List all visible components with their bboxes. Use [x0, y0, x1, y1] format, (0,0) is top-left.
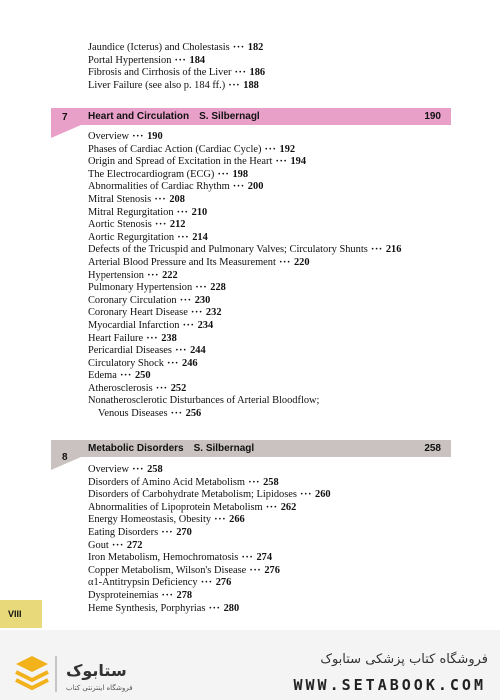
- toc-entry-title: α1-Antitrypsin Deficiency: [88, 577, 198, 589]
- toc-entry-leader: ···: [211, 514, 230, 526]
- toc-entry[interactable]: [88, 552, 331, 565]
- toc-entry-leader: ···: [151, 219, 170, 231]
- setabook-logo-icon[interactable]: [10, 650, 150, 700]
- toc-entry-page: 208: [169, 193, 185, 205]
- toc-entry[interactable]: [88, 540, 331, 553]
- toc-entry-title: Overview: [88, 131, 129, 142]
- toc-entry-page: 276: [264, 564, 280, 576]
- logo-subtext: فروشگاه اینترنتی کتاب: [66, 684, 133, 692]
- toc-entry-title: Heme Synthesis, Porphyrias: [88, 602, 206, 614]
- toc-entry-leader: ···: [171, 54, 190, 66]
- toc-entry-title: Aortic Regurgitation: [88, 231, 175, 243]
- toc-entry-page: 216: [385, 244, 402, 256]
- toc-entry-title: Pulmonary Hypertension: [88, 282, 193, 294]
- toc-entry-leader: ···: [272, 156, 291, 168]
- chapter-8-number: 8: [62, 452, 68, 463]
- toc-entry-leader: ···: [261, 143, 280, 155]
- toc-entry-title: Coronary Circulation: [88, 294, 177, 306]
- toc-entry[interactable]: [88, 320, 401, 333]
- toc-entry-title: Defects of the Tricuspid and Pulmonary Valves; Circulatory Shunts: [88, 244, 368, 256]
- page-marker-label: VIII: [8, 609, 22, 619]
- toc-entry-title: Hypertension: [88, 269, 144, 281]
- store-name: فروشگاه کتاب پزشکی ستابوک: [320, 652, 488, 667]
- toc-entry-leader: ···: [143, 269, 163, 281]
- toc-entry-title: Eating Disorders: [88, 526, 159, 538]
- toc-entry[interactable]: [88, 395, 401, 408]
- toc-entry-page: 186: [249, 67, 266, 79]
- toc-entry-title: Pericardial Diseases: [88, 345, 172, 357]
- chapter-7-title-text: Heart and Circulation: [88, 111, 190, 122]
- toc-entry-leader: ···: [158, 526, 177, 538]
- toc-entry-title: Gout: [88, 539, 109, 551]
- toc-entry[interactable]: [88, 489, 331, 502]
- toc-chapter-7: [88, 131, 401, 421]
- page-marker-tab: [0, 600, 42, 628]
- toc-entry-title: Abnormalities of Cardiac Rhythm: [88, 181, 230, 193]
- toc-entry-page: 256: [185, 408, 202, 420]
- toc-entry-title: Atherosclerosis: [88, 382, 153, 394]
- toc-entry[interactable]: [88, 345, 401, 358]
- toc-entry-title: Mitral Regurgitation: [88, 206, 174, 218]
- toc-entry-title: Edema: [88, 370, 117, 382]
- toc-entry-page: 230: [194, 294, 211, 306]
- toc-entry-page: 200: [247, 181, 264, 193]
- toc-entry-page: 276: [215, 577, 232, 589]
- chapter-8-header: [51, 440, 451, 463]
- toc-entry-leader: ···: [296, 489, 316, 501]
- toc-entry-title: Energy Homeostasis, Obesity: [88, 514, 212, 526]
- toc-entry-title: Copper Metabolism, Wilson's Disease: [88, 564, 247, 576]
- toc-entry-page: 244: [190, 345, 206, 357]
- toc-entry-leader: ···: [179, 319, 198, 331]
- toc-entry-leader: ···: [245, 476, 264, 488]
- toc-entry-leader: ···: [171, 345, 191, 357]
- toc-entry[interactable]: [88, 565, 331, 578]
- toc-entry[interactable]: [88, 131, 401, 144]
- toc-entry[interactable]: [88, 358, 401, 371]
- chapter-8-page: 258: [424, 443, 441, 454]
- toc-entry-leader: ···: [367, 244, 386, 256]
- toc-entry-leader: ···: [176, 294, 195, 306]
- toc-entry-page: 272: [126, 539, 143, 551]
- toc-entry[interactable]: [88, 169, 401, 182]
- toc-entry-leader: ···: [205, 602, 224, 614]
- toc-entry-title: Circulatory Shock: [88, 357, 164, 369]
- toc-entry-leader: ···: [163, 357, 182, 369]
- toc-entry-title: Disorders of Amino Acid Metabolism: [88, 476, 246, 488]
- toc-entry-page: 222: [162, 269, 178, 281]
- toc-entry-title: Venous Diseases: [98, 408, 168, 420]
- toc-entry-title: Overview: [88, 464, 129, 475]
- toc-entry[interactable]: [88, 244, 401, 257]
- toc-entry-title: Phases of Cardiac Action (Cardiac Cycle): [88, 143, 262, 155]
- chapter-7-title: [88, 108, 260, 125]
- toc-entry[interactable]: [88, 42, 265, 55]
- toc-entry-page: 232: [205, 307, 222, 319]
- toc-entry[interactable]: [88, 232, 401, 245]
- toc-entry-page: 278: [176, 589, 193, 601]
- toc-entry-title: Liver Failure (see also p. 184 ff.): [88, 79, 226, 91]
- toc-entry-leader: ···: [238, 552, 257, 564]
- toc-entry-leader: ···: [197, 577, 216, 589]
- toc-entry-page: 238: [161, 332, 177, 344]
- toc-entry[interactable]: [88, 464, 331, 477]
- toc-entry-leader: ···: [214, 168, 233, 180]
- toc-entry-title: Fibrosis and Cirrhosis of the Liver: [88, 67, 232, 79]
- toc-entry-page: 246: [182, 357, 198, 369]
- toc-entry-page: 194: [290, 156, 307, 168]
- toc-entry-page: 184: [189, 54, 206, 66]
- toc-entry-page: 220: [293, 256, 310, 268]
- toc-entry-leader: ···: [174, 231, 193, 243]
- toc-entry-page: 280: [223, 602, 240, 614]
- toc-entry-leader: ···: [225, 79, 244, 91]
- toc-entry-leader: ···: [143, 332, 162, 344]
- toc-entry-title: Portal Hypertension: [88, 54, 172, 66]
- toc-entry[interactable]: [88, 282, 401, 295]
- toc-entry-title: Dysproteinemias: [88, 589, 159, 601]
- toc-entry-leader: ···: [116, 370, 135, 382]
- toc-entry-title: Coronary Heart Disease: [88, 307, 188, 319]
- toc-entry[interactable]: [88, 527, 331, 540]
- toc-entry-page: 270: [176, 526, 192, 538]
- toc-entry[interactable]: [88, 144, 401, 157]
- toc-entry-leader: ···: [173, 206, 192, 218]
- toc-entry-title: Myocardial Infarction: [88, 319, 180, 331]
- store-url-link[interactable]: WWW.SETABOOK.COM: [293, 676, 486, 694]
- toc-entry-leader: ···: [158, 589, 177, 601]
- toc-entry-leader: ···: [262, 501, 281, 513]
- toc-top-section: [88, 42, 265, 92]
- chapter-8-author: S. Silbernagl: [193, 443, 255, 454]
- toc-entry-title: Jaundice (Icterus) and Cholestasis: [88, 42, 230, 53]
- toc-entry-leader: ···: [167, 408, 186, 420]
- toc-entry-page: 188: [243, 79, 259, 91]
- toc-entry-page: 274: [256, 552, 273, 564]
- chapter-8-title: [88, 440, 254, 457]
- logo-wordmark: ستابوک: [66, 661, 127, 680]
- toc-entry-page: 258: [263, 476, 279, 488]
- toc-entry-page: 182: [247, 42, 264, 53]
- toc-entry[interactable]: [88, 194, 401, 207]
- toc-entry-title: Aortic Stenosis: [88, 219, 152, 231]
- toc-entry-leader: ···: [229, 181, 248, 193]
- toc-entry-page: 260: [315, 489, 331, 501]
- toc-entry[interactable]: [88, 502, 331, 515]
- toc-entry[interactable]: [88, 408, 401, 421]
- toc-entry[interactable]: [88, 270, 401, 283]
- toc-entry-title: Iron Metabolism, Hemochromatosis: [88, 552, 239, 564]
- chapter-8-title-text: Metabolic Disorders: [88, 443, 184, 454]
- toc-entry-leader: ···: [187, 307, 206, 319]
- toc-entry-leader: ···: [275, 256, 294, 268]
- toc-entry-leader: ···: [108, 539, 127, 551]
- toc-entry[interactable]: [88, 207, 401, 220]
- toc-entry-page: 262: [280, 501, 297, 513]
- toc-entry[interactable]: [88, 370, 401, 383]
- toc-entry[interactable]: [88, 67, 265, 80]
- toc-entry[interactable]: [88, 295, 401, 308]
- toc-entry[interactable]: [88, 307, 401, 320]
- toc-entry-leader: ···: [231, 67, 250, 79]
- chapter-7-number: 7: [62, 112, 68, 123]
- toc-entry[interactable]: [88, 257, 401, 270]
- chapter-7-page: 190: [424, 111, 441, 122]
- toc-entry-leader: ···: [192, 282, 211, 294]
- toc-entry-leader: ···: [246, 564, 265, 576]
- toc-entry-page: 212: [169, 219, 186, 231]
- toc-entry-page: 252: [170, 382, 187, 394]
- toc-entry-leader: ···: [152, 382, 171, 394]
- toc-entry-title: Abnormalities of Lipoprotein Metabolism: [88, 501, 263, 513]
- toc-entry-leader: ···: [151, 193, 170, 205]
- toc-entry-title: Mitral Stenosis: [88, 193, 152, 205]
- toc-entry[interactable]: [88, 80, 265, 93]
- toc-entry[interactable]: [88, 577, 331, 590]
- toc-chapter-8: [88, 464, 331, 615]
- toc-entry-page: 258: [147, 464, 163, 475]
- chapter-7-header: [51, 108, 451, 125]
- toc-entry[interactable]: [88, 333, 401, 346]
- toc-entry-leader: ···: [128, 131, 148, 142]
- toc-entry-title: Disorders of Carbohydrate Metabolism; Lipidoses: [88, 489, 297, 501]
- toc-entry-page: 192: [279, 143, 296, 155]
- toc-entry[interactable]: [88, 590, 331, 603]
- toc-entry-title: Arterial Blood Pressure and Its Measurement: [88, 256, 276, 268]
- toc-entry-page: 198: [232, 168, 249, 180]
- toc-entry[interactable]: [88, 219, 401, 232]
- toc-entry[interactable]: [88, 477, 331, 490]
- toc-entry-page: 190: [147, 131, 163, 142]
- toc-entry-page: 210: [191, 206, 208, 218]
- toc-entry-leader: ···: [229, 42, 248, 53]
- toc-entry-page: 214: [192, 231, 208, 243]
- toc-entry-leader: ···: [128, 464, 148, 475]
- toc-entry[interactable]: [88, 181, 401, 194]
- toc-entry-title: Heart Failure: [88, 332, 144, 344]
- toc-entry[interactable]: [88, 603, 331, 616]
- toc-entry-page: 228: [210, 282, 226, 294]
- chapter-7-author: S. Silbernagl: [199, 111, 260, 122]
- toc-entry[interactable]: [88, 55, 265, 68]
- toc-entry[interactable]: [88, 514, 331, 527]
- toc-entry-title: The Electrocardiogram (ECG): [88, 168, 215, 180]
- toc-entry-page: 266: [229, 514, 245, 526]
- toc-entry-title: Nonatherosclerotic Disturbances of Arterial Bloodflow;: [88, 395, 320, 407]
- toc-entry[interactable]: [88, 156, 401, 169]
- toc-entry-page: 250: [134, 370, 151, 382]
- toc-entry-title: Origin and Spread of Excitation in the Heart: [88, 156, 273, 168]
- toc-entry[interactable]: [88, 383, 401, 396]
- toc-entry-page: 234: [197, 319, 214, 331]
